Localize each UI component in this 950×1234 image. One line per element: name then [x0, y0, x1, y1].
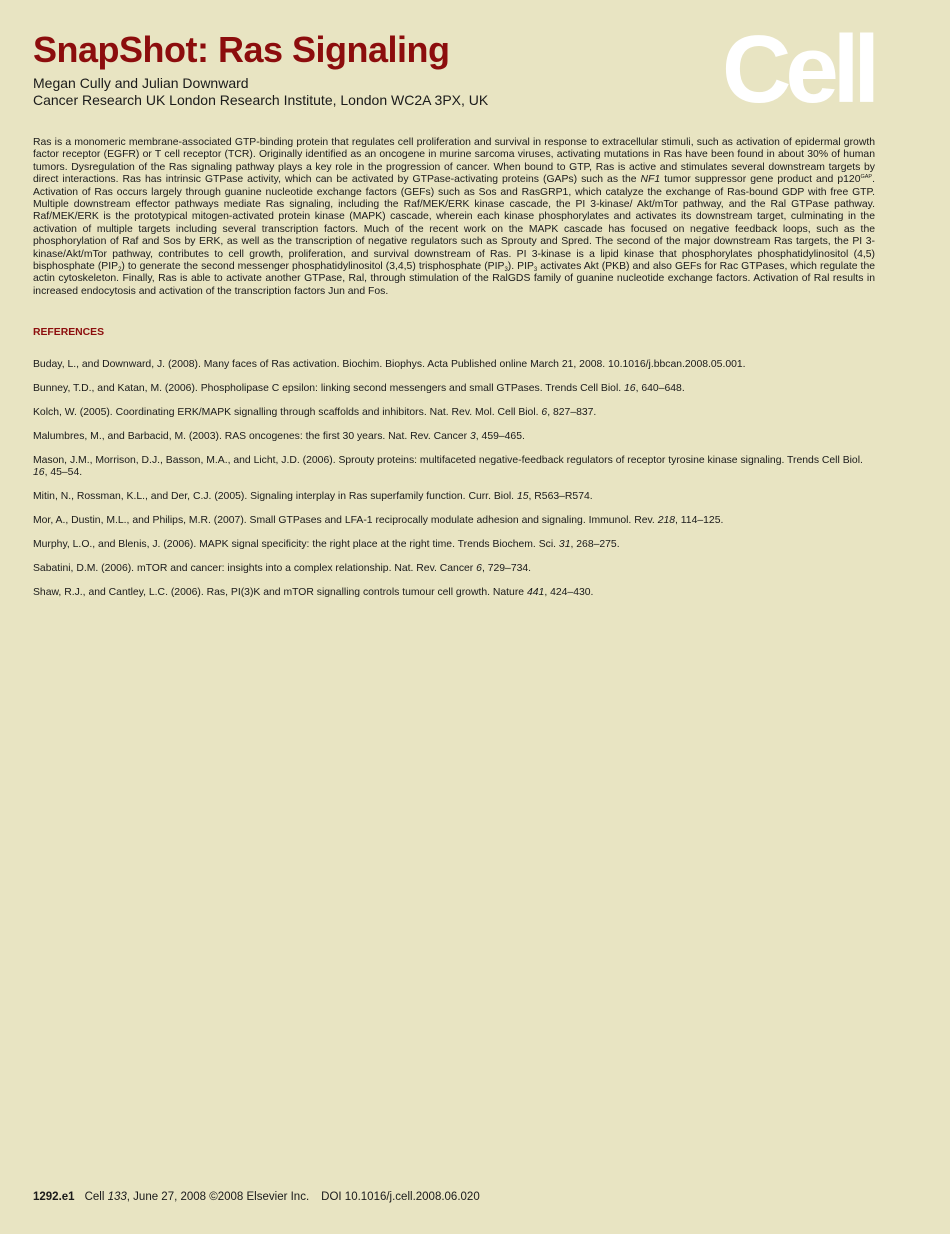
text-run: ). PIP	[507, 261, 534, 273]
text-run: , 424–430.	[544, 586, 594, 598]
text-run: 6	[476, 562, 482, 574]
text-run: , 114–125.	[675, 514, 724, 526]
text-run: , 45–54.	[44, 467, 83, 479]
reference-item	[33, 491, 875, 503]
text-run: 15	[516, 490, 529, 502]
text-run: 441	[526, 586, 545, 598]
text-run: , 640–648.	[635, 382, 685, 394]
reference-item	[33, 383, 875, 395]
cell-logo: Cell	[722, 16, 875, 123]
reference-item	[33, 563, 875, 575]
reference-item	[33, 539, 875, 551]
abstract	[33, 137, 875, 298]
reference-item	[33, 359, 875, 371]
text-run: 3	[504, 267, 508, 274]
reference-item	[33, 455, 875, 480]
text-run: , 459–465.	[475, 430, 525, 442]
text-run: 16	[33, 467, 45, 479]
text-run: Kolch, W. (2005). Coordinating ERK/MAPK signalling through scaffolds and inhibitors. Nat. Rev. Mol. Cell Biol.	[33, 406, 542, 418]
text-run: , R563–R574.	[528, 490, 593, 502]
text-run: 31	[558, 538, 571, 550]
text-run: , 827–837.	[547, 406, 597, 418]
reference-item	[33, 431, 875, 443]
text-run: Mason, J.M., Morrison, D.J., Basson, M.A., and Licht, J.D. (2006). Sprouty proteins: multifaceted negative-feedback regulators of receptor tyrosine kinase signaling. Trends Cell Biol.	[33, 454, 863, 466]
text-run: Murphy, L.O., and Blenis, J. (2006). MAPK signal specificity: the right place at the right time. Trends Biochem. Sci.	[33, 538, 559, 550]
reference-item	[33, 407, 875, 419]
text-run: tumor suppressor gene product and p120	[660, 174, 861, 186]
text-run: . Activation of Ras occurs largely through guanine nucleotide exchange factors (GEFs) such as Sos and RasGRP1, which catalyze the exchange of Ras-bound GDP with free GTP. Multiple downstream effector pathways mediate Ras signaling, including the Raf/MEK/ERK kinase cascade, the PI 3-kinase/ Akt/mTor pathway, and the Ral GTPase pathway. Raf/MEK/ERK is the prototypical mitogen-activated protein kinase (MAPK) cascade, wherein each kinase phosphorylates and activates its downstream target, culminating in the activation of multiple targets including several transcription factors. Much of the recent work on the MAPK cascade has focused on negative feedback loops, such as the phosphorylation of Raf and Sos by ERK, as well as the transcription of negative regulators such as Sprouty and Spred. The second of the major downstream Ras targets, the PI 3-kinase/Akt/mTor pathway, contributes to cell growth, proliferation, and survival downstream of Ras. PI 3-kinase is a lipid kinase that phosphorylates phosphatidylinositol (4,5) bisphosphate (PIP	[33, 174, 875, 273]
page-footer	[33, 1190, 480, 1204]
text-run: Mor, A., Dustin, M.L., and Philips, M.R. (2007). Small GTPases and LFA-1 reciprocally modulate adhesion and signaling. Immunol. Rev.	[33, 514, 658, 526]
text-run: 6	[541, 406, 548, 418]
text-run: Mitin, N., Rossman, K.L., and Der, C.J. (2005). Signaling interplay in Ras superfamily function. Curr. Biol.	[33, 490, 517, 502]
text-run: Malumbres, M., and Barbacid, M. (2003). RAS oncogenes: the first 30 years. Nat. Rev. Cancer	[33, 430, 470, 442]
text-run: , 268–275.	[570, 538, 620, 550]
text-run: 3	[533, 267, 538, 274]
text-run: , June 27, 2008 ©2008 Elsevier Inc.	[126, 1191, 310, 1203]
references-heading: REFERENCES	[33, 327, 105, 338]
text-run: NF1	[640, 174, 661, 186]
text-run: 1292.e1	[33, 1191, 75, 1203]
text-run: 218	[657, 514, 676, 526]
page-title: SnapShot: Ras Signaling	[33, 29, 450, 70]
text-run: activates Akt (PKB) and also GEFs for Rac GTPases, which regulate the actin cytoskeleton. Finally, Ras is able to activate another GTPase, Ral, through stimulation of the RalGDS family of guanine nucleotide exchange factors. Activation of Ral results in increased endocytosis and activation of the transcription factors Jun and Fos.	[33, 261, 876, 297]
text-run: 16	[624, 382, 636, 394]
text-run: ) to generate the second messenger phosphatidylinositol (3,4,5) trisphosphate (PIP	[121, 261, 505, 273]
text-run: Sabatini, D.M. (2006). mTOR and cancer: insights into a complex relationship. Nat. Rev. Cancer	[33, 562, 477, 574]
authors: Megan Cully and Julian Downward	[33, 75, 249, 91]
affiliation: Cancer Research UK London Research Institute, London WC2A 3PX, UK	[33, 92, 489, 108]
author-block	[33, 75, 488, 109]
text-run: Cell	[84, 1191, 108, 1203]
text-run: Ras is a monomeric membrane-associated GTP-binding protein that regulates cell proliferation and survival in response to extracellular stimuli, such as activation of epidermal growth factor receptor (EGFR) or T cell receptor (TCR). Originally identified as an oncogene in murine sarcoma viruses, activating mutations in Ras have been found in about 30% of human tumors. Dysregulation of the Ras signaling pathway plays a key role in the progression of cancer. When bound to GTP, Ras is active and stimulates several downstream targets by direct interactions. Ras has intrinsic GTPase activity, which can be activated by GTPase-activating proteins (GAPs) such as the	[33, 137, 875, 186]
text-run: GAP	[860, 174, 873, 181]
text-run: 3	[469, 430, 476, 442]
text-run: , 729–734.	[481, 562, 532, 574]
reference-item	[33, 587, 875, 599]
text-run: Shaw, R.J., and Cantley, L.C. (2006). Ras, PI(3)K and mTOR signalling controls tumour cell growth. Nature	[33, 586, 527, 598]
text-run: Bunney, T.D., and Katan, M. (2006). Phospholipase C epsilon: linking second messengers and small GTPases. Trends Cell Biol.	[33, 382, 625, 394]
references-list	[33, 359, 875, 610]
text-run: DOI 10.1016/j.cell.2008.06.020	[321, 1191, 480, 1203]
reference-item	[33, 515, 875, 527]
text-run: 133	[107, 1191, 127, 1203]
text-run: Buday, L., and Downward, J. (2008). Many faces of Ras activation. Biochim. Biophys. Acta Published online March 21, 2008. 10.1016/j.bbcan.2008.05.001.	[33, 359, 746, 370]
text-run: 2	[118, 267, 122, 274]
